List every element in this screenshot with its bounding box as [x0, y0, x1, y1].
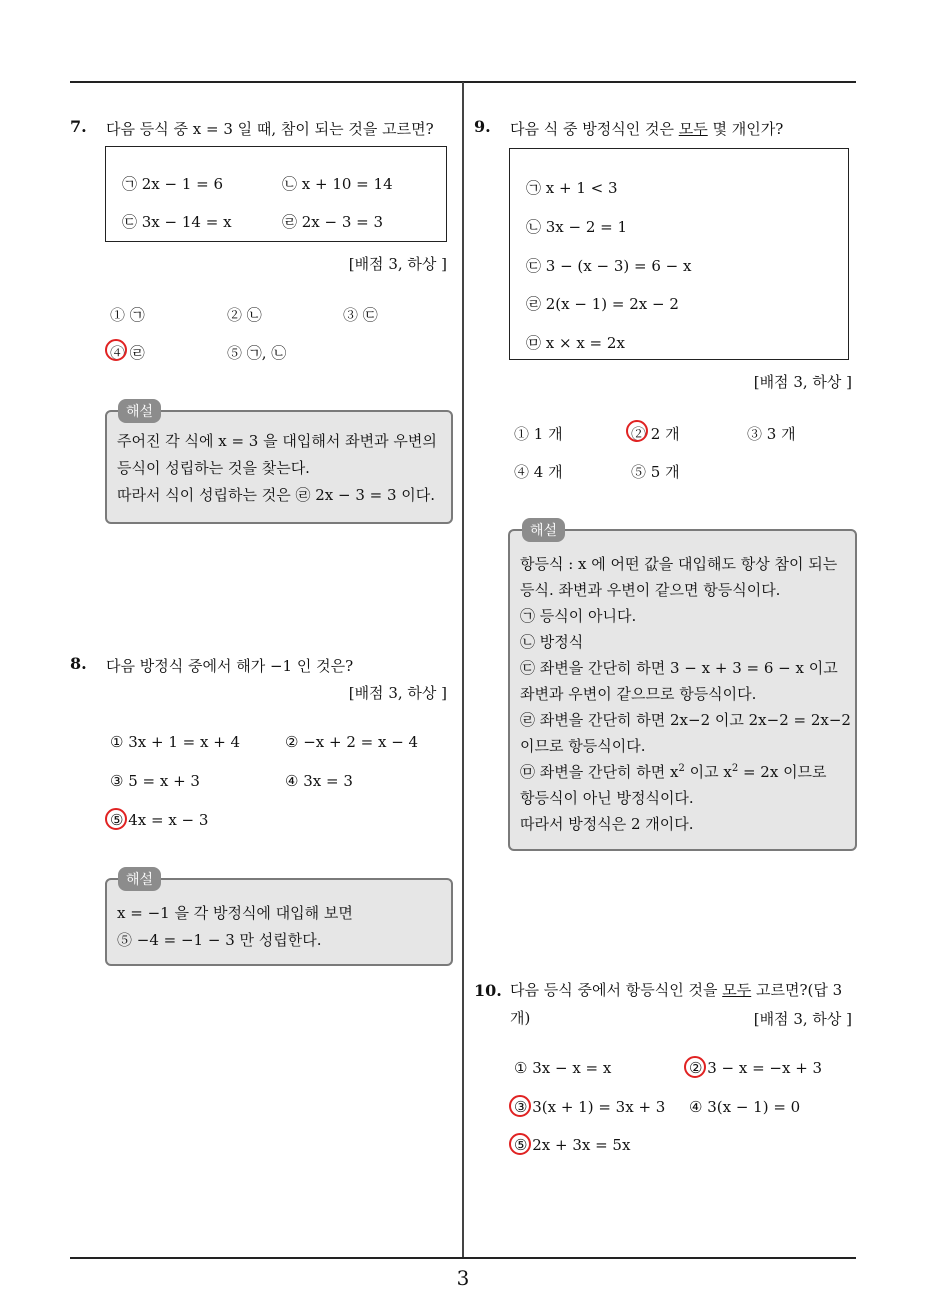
explanation-line: ㉣ 좌변을 간단히 하면 2x−2 이고 2x−2 = 2x−2 — [520, 711, 851, 729]
option-2[interactable]: ② 2 개 — [631, 425, 680, 443]
explanation-line: 따라서 식이 성립하는 것은 ㉣ 2x − 3 = 3 이다. — [117, 486, 436, 504]
answer-mark-icon — [105, 808, 127, 830]
bottom-rule — [70, 1257, 856, 1259]
question-text: 다음 등식 중 x = 3 일 때, 참이 되는 것을 고르면? — [106, 120, 434, 138]
condition-item: ㉣ 2x − 3 = 3 — [282, 213, 384, 231]
question-text-emphasis: 모두 — [678, 120, 708, 138]
condition-box — [105, 146, 447, 242]
condition-item: ㉠ x + 1 < 3 — [526, 179, 618, 197]
option-4[interactable]: ④ ㉣ — [110, 344, 145, 362]
explanation-box — [105, 410, 453, 524]
question-text-part: 몇 개인가? — [707, 120, 784, 138]
option-2[interactable]: ② ㉡ — [227, 306, 262, 324]
explanation-line: 이므로 항등식이다. — [520, 737, 646, 755]
explanation-part: ㉤ 좌변을 간단히 하면 x — [520, 763, 679, 781]
score-label: [배점 3, 하상 ] — [348, 255, 447, 273]
condition-item: ㉢ 3 − (x − 3) = 6 − x — [526, 257, 692, 275]
explanation-line: ㉠ 등식이 아니다. — [520, 607, 637, 625]
score-label: [배점 3, 하상 ] — [753, 1010, 852, 1028]
explanation-line: 등식. 좌변과 우변이 같으면 항등식이다. — [520, 581, 781, 599]
question-number: 10. — [474, 981, 502, 1000]
question-text-part: 고르면?(답 3 개) — [510, 981, 843, 1027]
question-number: 8. — [70, 654, 87, 673]
condition-box — [509, 148, 849, 360]
answer-mark-icon — [509, 1095, 531, 1117]
explanation-line: 따라서 방정식은 2 개이다. — [520, 815, 694, 833]
option-1[interactable]: ① 3x − x = x — [514, 1059, 612, 1077]
explanation-box — [508, 529, 857, 851]
option-4[interactable]: ④ 3x = 3 — [285, 772, 353, 790]
explanation-line — [520, 761, 827, 782]
question-text-part: 다음 식 중 방정식인 것은 — [510, 120, 679, 138]
question-number: 9. — [474, 117, 491, 136]
question-text-emphasis: 모두 — [722, 981, 752, 999]
answer-mark-icon — [105, 339, 127, 361]
superscript: 2 — [678, 763, 685, 774]
option-3[interactable]: ③ ㉢ — [343, 306, 378, 324]
option-4[interactable]: ④ 4 개 — [514, 463, 563, 481]
answer-mark-icon — [626, 420, 648, 442]
option-4[interactable]: ④ 3(x − 1) = 0 — [689, 1098, 801, 1116]
page-number: 3 — [456, 1266, 470, 1290]
explanation-line: ㉢ 좌변을 간단히 하면 3 − x + 3 = 6 − x 이고 — [520, 659, 838, 677]
option-2[interactable]: ② 3 − x = −x + 3 — [689, 1059, 823, 1077]
option-1[interactable]: ① 1 개 — [514, 425, 563, 443]
explanation-line: x = −1 을 각 방정식에 대입해 보면 — [117, 904, 353, 922]
explanation-label: 해설 — [522, 518, 565, 542]
condition-item: ㉡ x + 10 = 14 — [282, 175, 393, 193]
question-text — [510, 118, 783, 139]
column-divider — [462, 82, 464, 1259]
score-label: [배점 3, 하상 ] — [753, 373, 852, 391]
explanation-line: 항등식이 아닌 방정식이다. — [520, 789, 694, 807]
condition-item: ㉣ 2(x − 1) = 2x − 2 — [526, 295, 679, 313]
option-2[interactable]: ② −x + 2 = x − 4 — [285, 733, 419, 751]
condition-item: ㉤ x × x = 2x — [526, 334, 625, 352]
explanation-line: 주어진 각 식에 x = 3 을 대입해서 좌변과 우변의 — [117, 432, 437, 450]
answer-mark-icon — [509, 1133, 531, 1155]
explanation-line: 좌변과 우변이 같으므로 항등식이다. — [520, 685, 757, 703]
option-5[interactable]: ⑤ 2x + 3x = 5x — [514, 1136, 631, 1154]
explanation-line: 항등식 : x 에 어떤 값을 대입해도 항상 참이 되는 — [520, 555, 838, 573]
condition-item: ㉡ 3x − 2 = 1 — [526, 218, 628, 236]
explanation-line: ⑤ −4 = −1 − 3 만 성립한다. — [117, 931, 322, 949]
option-5[interactable]: ⑤ 5 개 — [631, 463, 680, 481]
superscript: 2 — [731, 763, 739, 774]
option-5[interactable]: ⑤ 4x = x − 3 — [110, 811, 209, 829]
question-number: 7. — [70, 117, 87, 136]
option-1[interactable]: ① 3x + 1 = x + 4 — [110, 733, 241, 751]
question-text: 다음 방정식 중에서 해가 −1 인 것은? — [106, 657, 354, 675]
option-3[interactable]: ③ 3 개 — [747, 425, 796, 443]
question-text-part: 다음 등식 중에서 항등식인 것을 — [510, 981, 723, 999]
explanation-line: ㉡ 방정식 — [520, 633, 584, 651]
explanation-part: 이고 x — [684, 763, 732, 781]
answer-mark-icon — [684, 1056, 706, 1078]
condition-item: ㉢ 3x − 14 = x — [122, 213, 232, 231]
condition-item: ㉠ 2x − 1 = 6 — [122, 175, 224, 193]
option-3[interactable]: ③ 5 = x + 3 — [110, 772, 200, 790]
explanation-box — [105, 878, 453, 966]
option-5[interactable]: ⑤ ㉠, ㉡ — [227, 344, 287, 362]
score-label: [배점 3, 하상 ] — [348, 684, 447, 702]
option-3[interactable]: ③ 3(x + 1) = 3x + 3 — [514, 1098, 666, 1116]
option-1[interactable]: ① ㉠ — [110, 306, 145, 324]
explanation-label: 해설 — [118, 867, 161, 891]
explanation-part: = 2x 이므로 — [738, 763, 827, 781]
explanation-line: 등식이 성립하는 것을 찾는다. — [117, 459, 310, 477]
explanation-label: 해설 — [118, 399, 161, 423]
